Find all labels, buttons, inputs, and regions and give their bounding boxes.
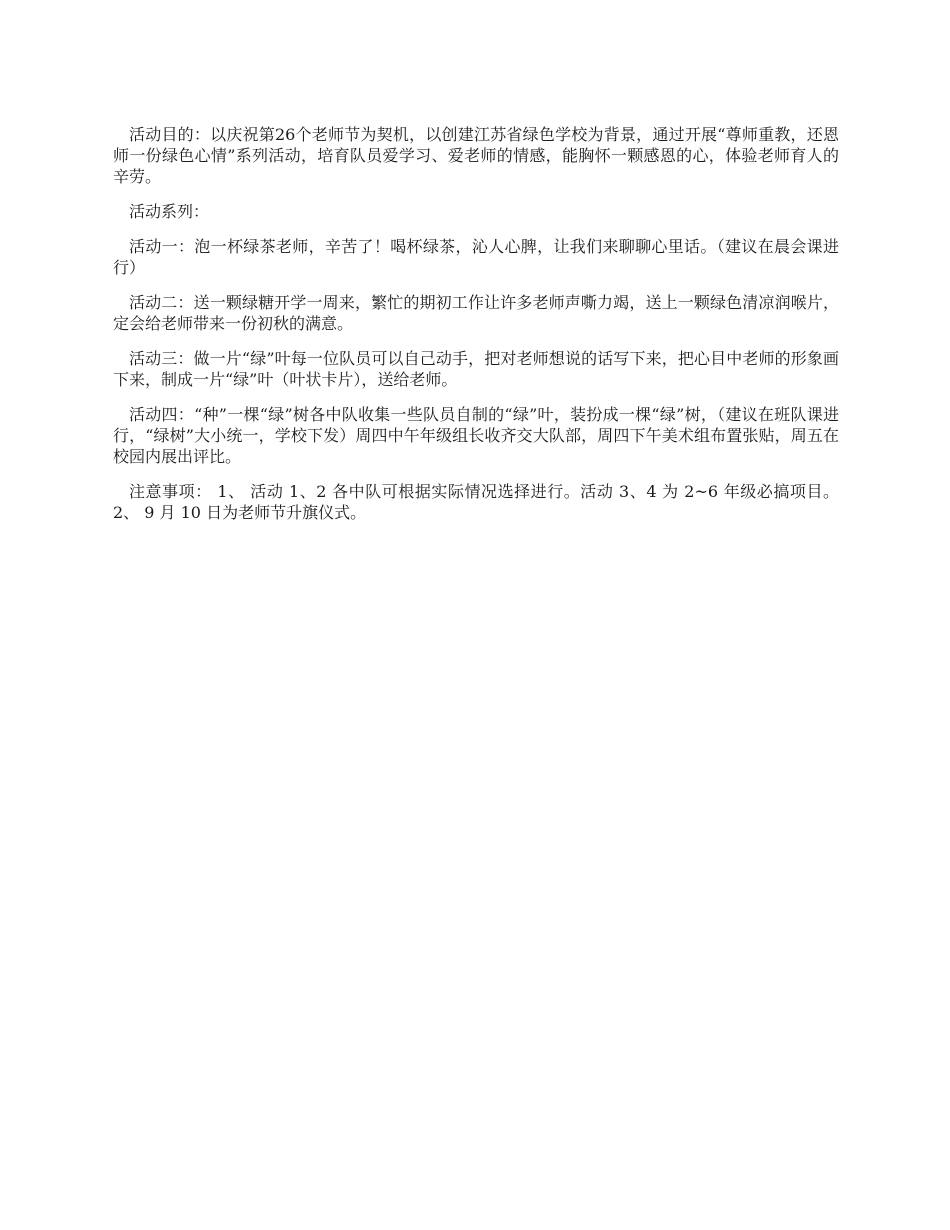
- paragraph-notes: 注意事项： 1、 活动 1、2 各中队可根据实际情况选择进行。活动 3、4 为 2~6 年级必搞项目。 2、 9 月 10 日为老师节升旗仪式。: [113, 482, 839, 522]
- paragraph-activity-four: 活动四：“种”一棵“绿”树各中队收集一些队员自制的“绿”叶，装扮成一棵“绿”树，（建议在班队课进行，“绿树”大小统一，学校下发）周四中午年级组长收齐交大队部，周四下午美术组布置张贴，周五在校园内展出评比。: [113, 405, 839, 466]
- document-body: [113, 124, 839, 537]
- paragraph-purpose: 活动目的：以庆祝第26个老师节为契机，以创建江苏省绿色学校为背景，通过开展“尊师重教，还恩师一份绿色心情”系列活动，培育队员爱学习、爱老师的情感，能胸怀一颗感恩的心，体验老师育人的辛劳。: [113, 125, 839, 186]
- paragraph-activity-two: 活动二：送一颗绿糖开学一周来，繁忙的期初工作让许多老师声嘶力竭，送上一颗绿色清凉润喉片，定会给老师带来一份初秋的满意。: [113, 293, 839, 333]
- paragraph-series-heading: 活动系列：: [129, 202, 210, 221]
- paragraph-activity-one: 活动一：泡一杯绿茶老师，辛苦了！喝杯绿茶，沁人心脾，让我们来聊聊心里话。（建议在晨会课进行）: [113, 237, 839, 277]
- paragraph-activity-three: 活动三：做一片“绿”叶每一位队员可以自己动手，把对老师想说的话写下来，把心目中老师的形象画下来，制成一片“绿”叶（叶状卡片），送给老师。: [113, 349, 839, 389]
